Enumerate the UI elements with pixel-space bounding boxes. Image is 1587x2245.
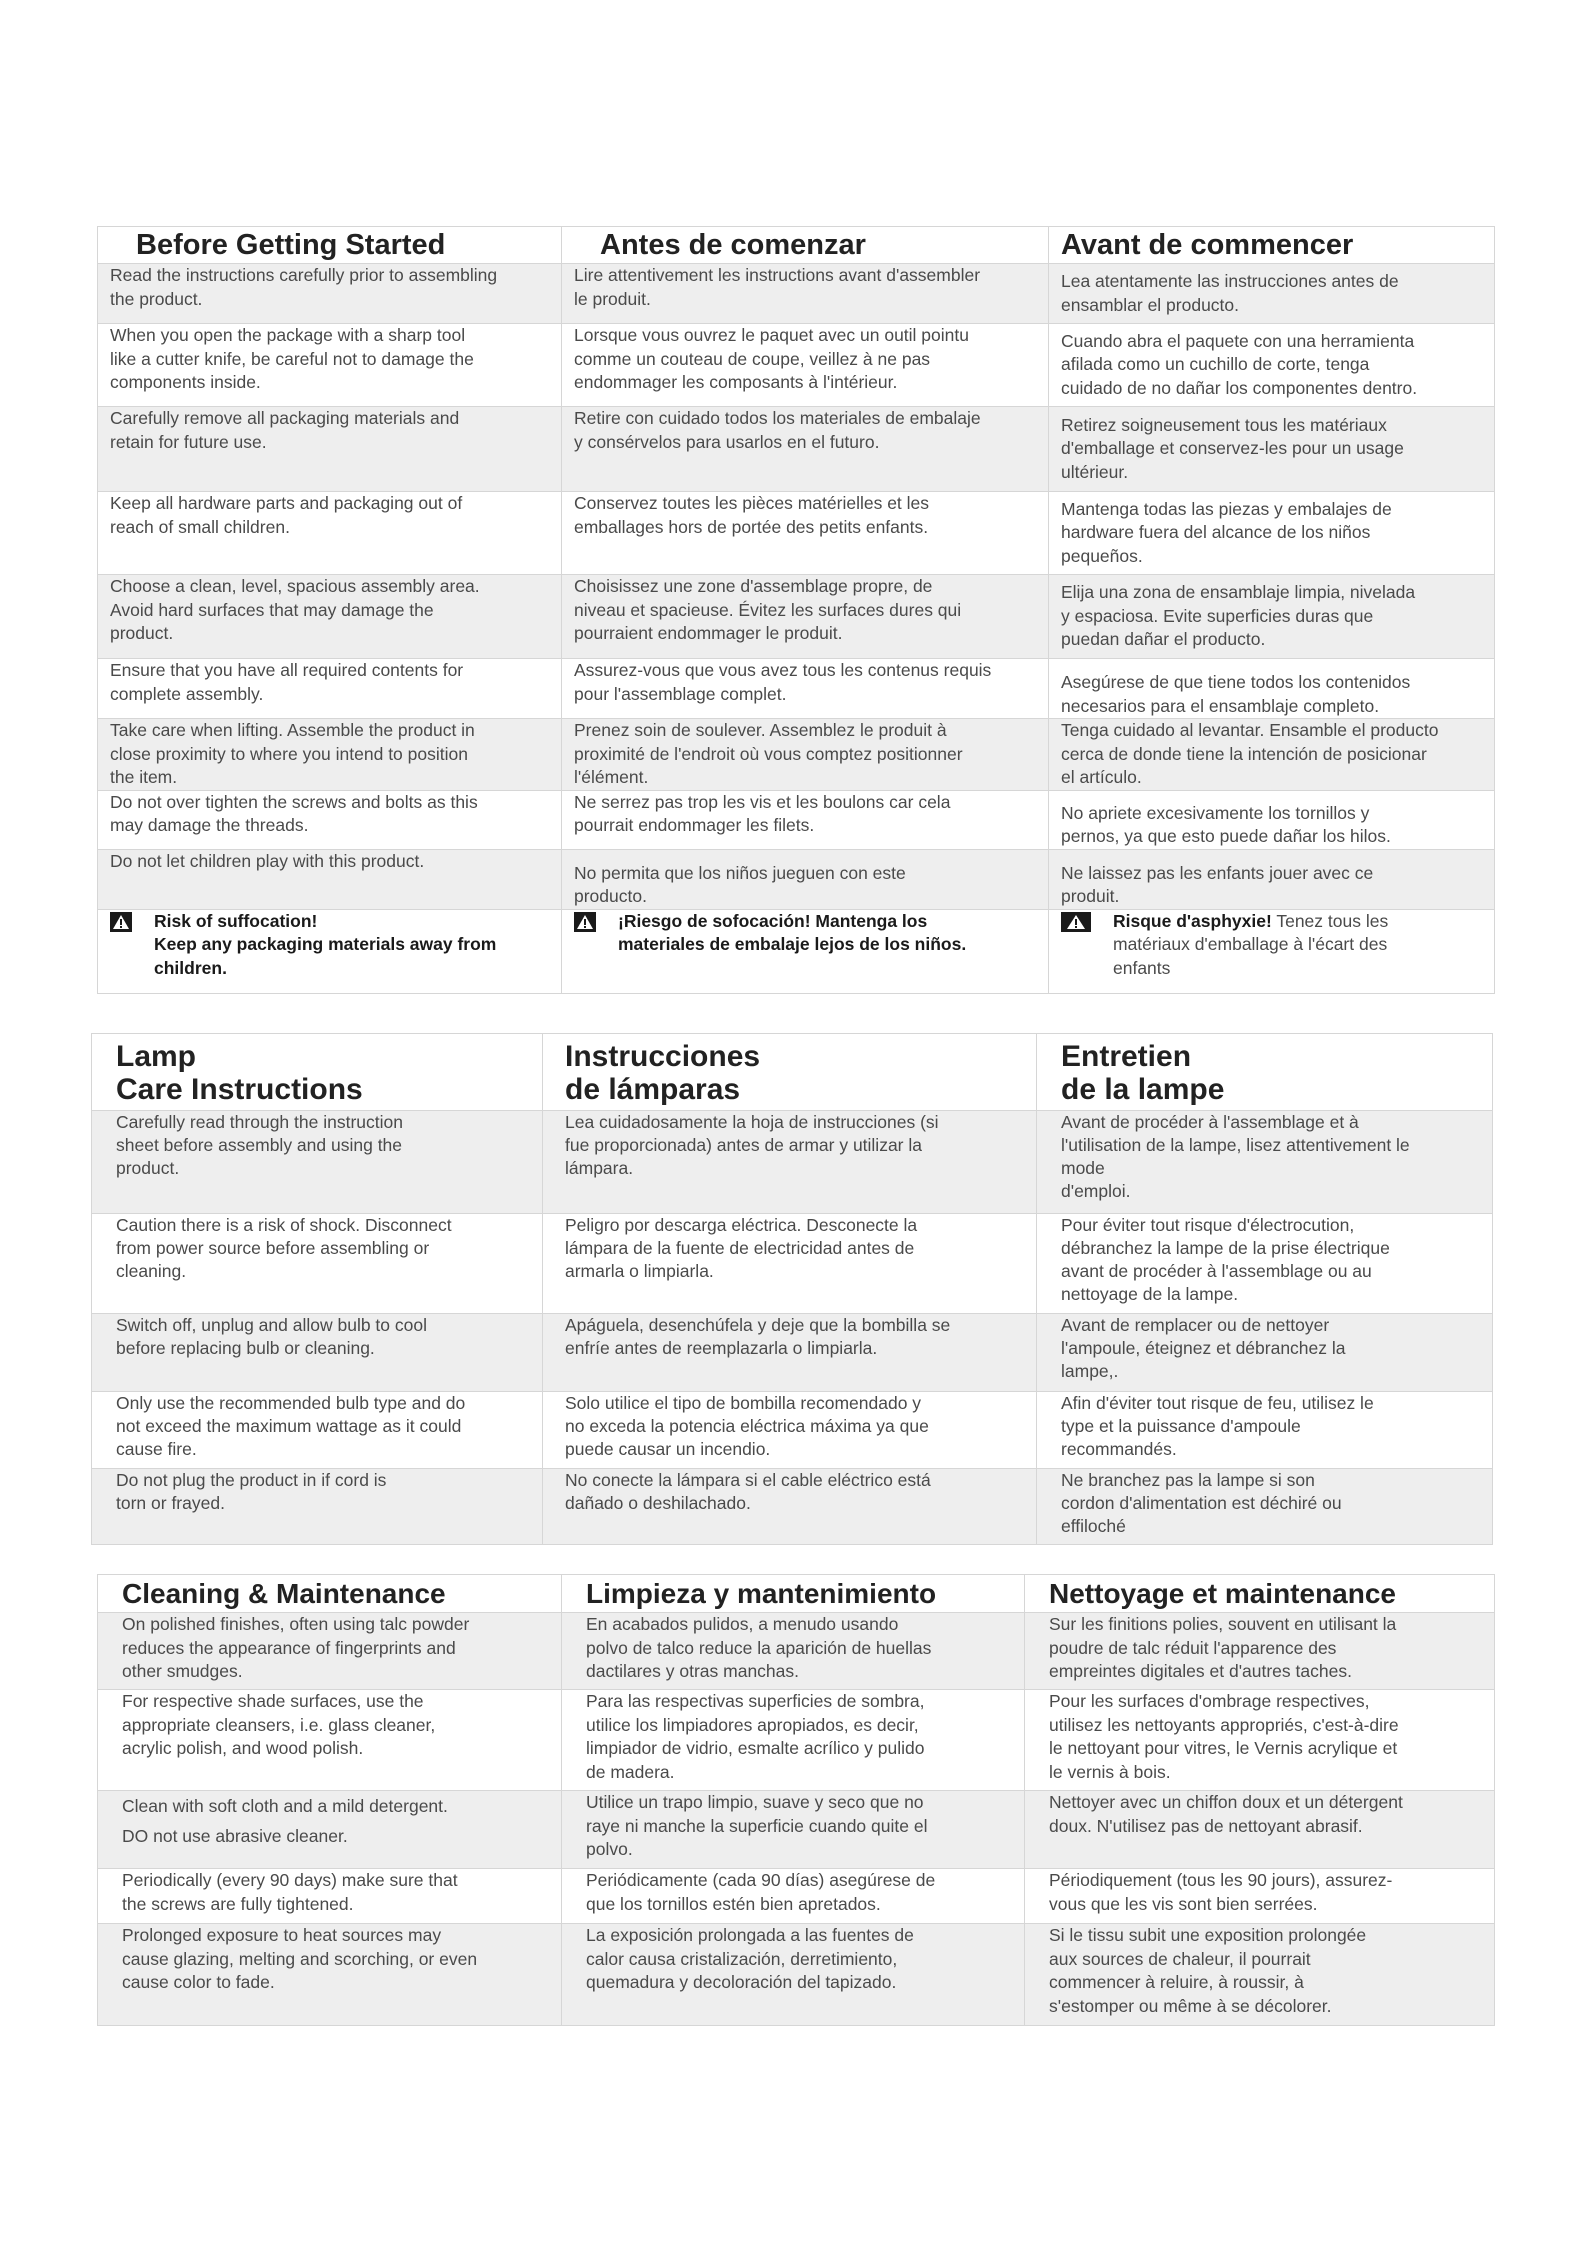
table-row (98, 790, 1495, 849)
cell-fr: Retirez soigneusement tous les matériaux d'emballage et conservez-les pour un usage ultérieur. (1061, 414, 1404, 482)
header-fr: Entretien de la lampe (1037, 1034, 1493, 1111)
header-es: Antes de comenzar (562, 227, 1049, 264)
table-row (92, 1314, 1493, 1392)
cell-es: No conecte la lámpara si el cable eléctrico está dañado o deshilachado. (565, 1470, 931, 1513)
header-en: Before Getting Started (98, 227, 562, 264)
header-es: Limpieza y mantenimiento (562, 1575, 1025, 1613)
table-row (98, 264, 1495, 324)
cell-en: Keep all hardware parts and packaging out of reach of small children. (110, 493, 463, 537)
warning-triangle-icon (574, 912, 596, 932)
warning-text-en: Risk of suffocation! Keep any packaging materials away from children. (154, 910, 497, 978)
cell-en: Do not let children play with this product. (110, 850, 425, 871)
cell-fr: Périodiquement (tous les 90 jours), assurez- vous que les vis sont bien serrées. (1049, 1870, 1393, 1914)
lamp-care-table (91, 1033, 1493, 1545)
table-row (98, 1869, 1495, 1924)
cell-es: Utilice un trapo limpio, suave y seco que no raye ni manche la superficie cuando quite el polvo. (586, 1792, 928, 1859)
cell-es: Lea cuidadosamente la hoja de instrucciones (si fue proporcionada) antes de armar y utilizar la lámpara. (565, 1112, 939, 1178)
table-row (98, 659, 1495, 719)
cell-en: Clean with soft cloth and a mild detergent. DO not use abrasive cleaner. (122, 1796, 448, 1846)
cell-es: Solo utilice el tipo de bombilla recomendado y no exceda la potencia eléctrica máxima ya que puede causar un incendio. (565, 1393, 929, 1459)
table-row (98, 1924, 1495, 2026)
table-row (98, 324, 1495, 407)
header-fr: Nettoyage et maintenance (1025, 1575, 1495, 1613)
table-row (98, 407, 1495, 492)
table-row (98, 1690, 1495, 1791)
cell-es: Ne serrez pas trop les vis et les boulons car cela pourrait endommager les filets. (574, 791, 951, 835)
warning-text-es: ¡Riesgo de sofocación! Mantenga los materiales de embalaje lejos de los niños. (618, 910, 967, 954)
table-row (98, 719, 1495, 791)
cell-en: Take care when lifting. Assemble the product in close proximity to where you intend to position the item. (110, 720, 475, 787)
cell-fr: Si le tissu subit une exposition prolongée aux sources de chaleur, il pourrait commencer à reluire, à roussir, à s'estomper ou même à se décolorer. (1049, 1925, 1367, 2016)
cell-es: Para las respectivas superficies de sombra, utilice los limpiadores apropiados, es decir, limpiador de vidrio, esmalte acrílico y pulido de madera. (586, 1691, 925, 1782)
warning-triangle-icon (110, 912, 132, 932)
cell-en: Periodically (every 90 days) make sure that the screws are fully tightened. (122, 1870, 458, 1914)
cell-fr: Afin d'éviter tout risque de feu, utilisez le type et la puissance d'ampoule recommandés. (1061, 1393, 1374, 1459)
warning-text-fr: Tenez tous les matériaux d'emballage à l'écart des enfants (1113, 910, 1389, 978)
cell-en: Read the instructions carefully prior to assembling the product. (110, 265, 498, 309)
cell-es: Conservez toutes les pièces matérielles et les emballages hors de portée des petits enfants. (574, 493, 930, 537)
cell-es: Lorsque vous ouvrez le paquet avec un outil pointu comme un couteau de coupe, veillez à ne pas endommager les composants à l'intérieur. (574, 325, 969, 392)
cell-es: Choisissez une zone d'assemblage propre, de niveau et spacieuse. Évitez les surfaces dures qui pourraient endommager le produit. (574, 576, 962, 643)
header-es: Instrucciones de lámparas (543, 1034, 1037, 1111)
cell-fr: Asegúrese de que tiene todos los contenidos necesarios para el ensamblaje completo. (1061, 672, 1411, 716)
cell-fr: Tenga cuidado al levantar. Ensamble el producto cerca de donde tiene la intención de posicionar el artículo. (1061, 720, 1439, 787)
header-en: Cleaning & Maintenance (98, 1575, 562, 1613)
table-row (98, 849, 1495, 909)
cell-fr: Elija una zona de ensamblaje limpia, nivelada y espaciosa. Evite superficies duras que puedan dañar el producto. (1061, 582, 1416, 650)
cleaning-maintenance-table (97, 1574, 1495, 2026)
cell-en: Carefully remove all packaging materials and retain for future use. (110, 408, 460, 452)
cell-es: No permita que los niños jueguen con este producto. (574, 862, 906, 906)
header-en: Lamp Care Instructions (92, 1034, 543, 1111)
table-row (92, 1214, 1493, 1314)
table-row (92, 1469, 1493, 1545)
cell-fr: Ne branchez pas la lampe si son cordon d'alimentation est déchiré ou effiloché (1061, 1470, 1342, 1536)
cell-fr: Cuando abra el paquete con una herramienta afilada como un cuchillo de corte, tenga cuidado de no dañar los componentes dentro. (1061, 330, 1418, 398)
cell-es: Apáguela, desenchúfela y deje que la bombilla se enfríe antes de reemplazarla o limpiarla. (565, 1315, 951, 1358)
table-row (98, 492, 1495, 575)
warning-triangle-icon (1061, 912, 1091, 932)
cell-en: Caution there is a risk of shock. Disconnect from power source before assembling or cleaning. (116, 1215, 452, 1281)
table-row (98, 1613, 1495, 1690)
cell-fr: No apriete excesivamente los tornillos y pernos, ya que esto puede dañar los hilos. (1061, 802, 1391, 846)
table-row (98, 575, 1495, 659)
cell-en: For respective shade surfaces, use the appropriate cleansers, i.e. glass cleaner, acrylic polish, and wood polish. (122, 1691, 436, 1758)
cell-es: Prenez soin de soulever. Assemblez le produit à proximité de l'endroit où vous comptez positionner l'élément. (574, 720, 963, 787)
cell-fr: Sur les finitions polies, souvent en utilisant la poudre de talc réduit l'apparence des empreintes digitales et d'autres taches. (1049, 1614, 1397, 1681)
cell-fr: Mantenga todas las piezas y embalajes de hardware fuera del alcance de los niños pequeños. (1061, 498, 1392, 566)
cell-es: Periódicamente (cada 90 días) asegúrese de que los tornillos estén bien apretados. (586, 1870, 936, 1914)
cell-en: Only use the recommended bulb type and do not exceed the maximum wattage as it could cause fire. (116, 1393, 466, 1459)
cell-en: Carefully read through the instruction sheet before assembly and using the product. (116, 1112, 403, 1178)
cell-fr: Ne laissez pas les enfants jouer avec ce produit. (1061, 862, 1374, 906)
before-getting-started-table (97, 226, 1495, 994)
cell-en: On polished finishes, often using talc powder reduces the appearance of fingerprints and other smudges. (122, 1614, 470, 1681)
cell-en: Do not over tighten the screws and bolts as this may damage the threads. (110, 791, 478, 835)
cell-fr: Nettoyer avec un chiffon doux et un détergent doux. N'utilisez pas de nettoyant abrasif. (1049, 1792, 1403, 1836)
table-row (92, 1392, 1493, 1469)
warning-title-fr: Risque d'asphyxie! (1113, 910, 1272, 931)
cell-es: La exposición prolongada a las fuentes de calor causa cristalización, derretimiento, quemadura y decoloración del tapizado. (586, 1925, 914, 1992)
cell-es: Retire con cuidado todos los materiales de embalaje y consérvelos para usarlos en el futuro. (574, 408, 981, 452)
cell-fr: Avant de procéder à l'assemblage et à l'utilisation de la lampe, lisez attentivement le mode d'emploi. (1061, 1112, 1410, 1201)
header-fr: Avant de commencer (1049, 227, 1495, 264)
warning-row (98, 909, 1495, 993)
cell-es: En acabados pulidos, a menudo usando polvo de talco reduce la aparición de huellas dactilares y otras manchas. (586, 1614, 932, 1681)
cell-fr: Pour éviter tout risque d'électrocution, débranchez la lampe de la prise électrique avant de procéder à l'assemblage ou au nettoyage de la lampe. (1061, 1215, 1390, 1304)
cell-en: Switch off, unplug and allow bulb to cool before replacing bulb or cleaning. (116, 1315, 427, 1358)
cell-en: Choose a clean, level, spacious assembly area. Avoid hard surfaces that may damage the product. (110, 576, 480, 643)
cell-en: Prolonged exposure to heat sources may cause glazing, melting and scorching, or even cause color to fade. (122, 1925, 478, 1992)
cell-en: When you open the package with a sharp tool like a cutter knife, be careful not to damage the components inside. (110, 325, 474, 392)
cell-en: Do not plug the product in if cord is torn or frayed. (116, 1470, 387, 1513)
cell-es: Assurez-vous que vous avez tous les contenus requis pour l'assemblage complet. (574, 660, 992, 704)
table-row (98, 1791, 1495, 1869)
cell-es: Lire attentivement les instructions avant d'assembler le produit. (574, 265, 981, 309)
cell-fr: Pour les surfaces d'ombrage respectives, utilisez les nettoyants appropriés, c'est-à-dire le nettoyant pour vitres, le Vernis acrylique et le vernis à bois. (1049, 1691, 1399, 1782)
cell-fr: Lea atentamente las instrucciones antes de ensamblar el producto. (1061, 271, 1399, 315)
table-row (92, 1111, 1493, 1214)
cell-es: Peligro por descarga eléctrica. Desconecte la lámpara de la fuente de electricidad antes de armarla o limpiarla. (565, 1215, 918, 1281)
cell-en: Ensure that you have all required contents for complete assembly. (110, 660, 464, 704)
cell-fr: Avant de remplacer ou de nettoyer l'ampoule, éteignez et débranchez la lampe,. (1061, 1315, 1346, 1381)
